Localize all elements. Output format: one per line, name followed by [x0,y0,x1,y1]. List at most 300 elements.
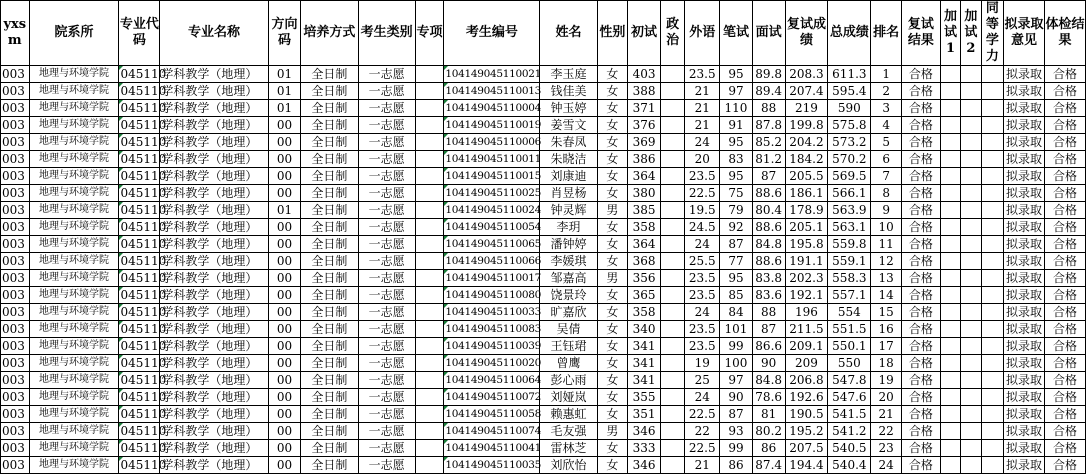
table-cell [940,389,960,406]
table-cell: 88.6 [752,185,785,202]
table-cell: 92 [720,219,753,236]
table-cell: 全日制 [301,66,358,83]
table-cell: 88 [752,100,785,117]
table-cell [940,236,960,253]
table-cell: 合格 [1044,321,1085,338]
table-cell: 570.2 [828,151,871,168]
table-cell: 045110 [120,407,167,421]
table-row [1,321,1086,338]
table-cell: 88 [752,304,785,321]
table-cell [961,253,981,270]
table-cell [940,185,960,202]
table-cell [940,219,960,236]
table-cell: 045110 [120,441,167,455]
table-cell [940,117,960,134]
table-cell: 81 [752,406,785,423]
table-row [1,236,1086,253]
table-cell [415,236,444,253]
table-cell [415,151,444,168]
table-cell: 男 [597,202,628,219]
table-cell: 356 [628,270,661,287]
table-cell: 333 [628,440,661,457]
table-cell: 104149045110083 [444,321,540,338]
table-cell [415,355,444,372]
table-cell [660,253,685,270]
table-cell: 合格 [901,202,940,219]
table-cell: 地理与环境学院 [29,389,119,406]
table-cell: 学科教学（地理） [160,372,268,389]
table-cell: 186.1 [785,185,828,202]
table-cell: 全日制 [301,457,358,474]
table-cell [940,134,960,151]
table-cell: 地理与环境学院 [29,338,119,355]
table-cell: 00 [268,321,301,338]
table-cell: 合格 [901,457,940,474]
table-cell: 一志愿 [358,151,415,168]
table-cell: 21 [685,100,720,117]
table-cell [940,100,960,117]
table-cell: 00 [268,389,301,406]
table-cell [981,236,1003,253]
table-cell: 一志愿 [358,338,415,355]
table-cell: 2 [871,83,902,100]
table-cell: 563.1 [828,219,871,236]
table-cell: 22 [871,423,902,440]
table-cell: 00 [268,134,301,151]
table-cell: 573.2 [828,134,871,151]
table-cell [981,440,1003,457]
table-cell: 00 [268,406,301,423]
table-cell: 合格 [1044,338,1085,355]
table-cell [940,338,960,355]
table-cell: 13 [871,270,902,287]
table-cell: 地理与环境学院 [29,270,119,287]
table-cell: 558.3 [828,270,871,287]
table-row [1,440,1086,457]
table-cell [961,457,981,474]
table-cell: 91 [720,117,753,134]
table-cell: 潘钟婷 [540,236,597,253]
table-cell [981,304,1003,321]
table-cell: 81.2 [752,151,785,168]
table-cell: 合格 [1044,185,1085,202]
table-cell: 003 [1,236,30,253]
table-cell: 拟录取 [1004,321,1045,338]
table-cell: 拟录取 [1004,270,1045,287]
table-cell: 045110 [120,169,167,183]
table-cell: 学科教学（地理） [160,457,268,474]
table-cell: 104149045110024 [444,202,540,219]
table-cell: 拟录取 [1004,100,1045,117]
table-cell: 003 [1,355,30,372]
table-cell: 合格 [1044,100,1085,117]
table-cell [981,423,1003,440]
table-cell: 女 [597,406,628,423]
table-cell [660,321,685,338]
table-cell: 192.1 [785,287,828,304]
table-cell: 钟灵辉 [540,202,597,219]
table-cell: 204.2 [785,134,828,151]
table-cell: 学科教学（地理） [160,270,268,287]
table-cell: 003 [1,457,30,474]
table-cell: 371 [628,100,661,117]
table-cell: 205.5 [785,168,828,185]
column-header: 加试1 [940,1,960,66]
table-cell: 拟录取 [1004,406,1045,423]
table-cell: 045110 [120,84,167,98]
table-cell: 95 [720,168,753,185]
table-cell: 104149045110013 [444,83,540,100]
table-cell: 403 [628,66,661,83]
table-cell: 全日制 [301,321,358,338]
table-cell: 003 [1,423,30,440]
table-cell [961,440,981,457]
table-cell: 206.8 [785,372,828,389]
table-cell [415,287,444,304]
table-cell [940,83,960,100]
table-cell: 女 [597,117,628,134]
table-cell: 女 [597,168,628,185]
table-cell: 22 [685,423,720,440]
table-cell [961,321,981,338]
table-cell: 104149045110019 [444,117,540,134]
table-cell: 575.8 [828,117,871,134]
table-cell: 合格 [901,66,940,83]
table-cell [415,83,444,100]
table-cell: 女 [597,100,628,117]
column-header: 笔试 [720,1,753,66]
table-cell: 24 [871,457,902,474]
table-cell: 男 [597,270,628,287]
table-cell [415,423,444,440]
table-cell: 全日制 [301,202,358,219]
table-row [1,423,1086,440]
table-cell: 合格 [1044,219,1085,236]
table-cell: 刘康迪 [540,168,597,185]
table-cell: 一志愿 [358,355,415,372]
table-cell [940,270,960,287]
table-cell [961,355,981,372]
table-cell: 104149045110004 [444,100,540,117]
table-row [1,202,1086,219]
table-cell: 00 [268,270,301,287]
table-cell: 87 [752,168,785,185]
table-cell: 85 [720,287,753,304]
table-cell: 24 [685,389,720,406]
table-cell [940,202,960,219]
table-cell: 24 [685,236,720,253]
table-cell: 00 [268,304,301,321]
table-cell: 003 [1,66,30,83]
table-cell [415,338,444,355]
table-cell: 540.5 [828,440,871,457]
table-cell: 学科教学（地理） [160,202,268,219]
table-cell: 97 [720,372,753,389]
table-cell [961,202,981,219]
table-cell: 01 [268,66,301,83]
table-cell [981,100,1003,117]
table-cell: 00 [268,338,301,355]
table-cell: 合格 [1044,423,1085,440]
table-cell [961,338,981,355]
table-cell: 00 [268,287,301,304]
table-cell: 19.5 [685,202,720,219]
table-cell: 611.3 [828,66,871,83]
table-cell: 20 [871,389,902,406]
table-cell: 104149045110011 [444,151,540,168]
column-header: 性别 [597,1,628,66]
table-cell [415,202,444,219]
table-cell: 地理与环境学院 [29,134,119,151]
table-cell: 11 [871,236,902,253]
table-cell: 376 [628,117,661,134]
table-cell: 合格 [901,270,940,287]
table-cell: 95 [720,270,753,287]
table-cell: 拟录取 [1004,287,1045,304]
table-cell: 拟录取 [1004,440,1045,457]
table-cell: 87 [752,321,785,338]
table-cell: 学科教学（地理） [160,117,268,134]
table-cell [415,100,444,117]
table-cell [961,66,981,83]
table-cell: 85.2 [752,134,785,151]
table-cell: 8 [871,185,902,202]
table-cell [940,406,960,423]
table-cell: 83.8 [752,270,785,287]
table-cell: 合格 [1044,355,1085,372]
table-cell [940,355,960,372]
table-cell: 380 [628,185,661,202]
table-cell: 385 [628,202,661,219]
table-cell [981,202,1003,219]
table-cell: 女 [597,372,628,389]
table-cell: 合格 [1044,406,1085,423]
table-cell: 拟录取 [1004,253,1045,270]
table-cell: 女 [597,219,628,236]
table-cell: 地理与环境学院 [29,321,119,338]
table-cell: 25.5 [685,253,720,270]
table-cell [660,304,685,321]
table-cell: 毛友强 [540,423,597,440]
table-cell: 拟录取 [1004,372,1045,389]
table-cell: 003 [1,338,30,355]
table-cell: 89.4 [752,83,785,100]
table-cell: 18 [871,355,902,372]
table-cell: 地理与环境学院 [29,100,119,117]
table-cell [961,168,981,185]
column-header: 政治 [660,1,685,66]
table-cell: 87.8 [752,117,785,134]
table-cell [961,236,981,253]
table-cell: 全日制 [301,253,358,270]
table-cell: 355 [628,389,661,406]
table-cell: 547.6 [828,389,871,406]
table-cell: 003 [1,321,30,338]
table-cell: 合格 [1044,236,1085,253]
column-header: 复试成绩 [785,1,828,66]
table-row [1,355,1086,372]
table-cell: 110 [720,100,753,117]
table-cell: 84 [720,304,753,321]
column-header: 方向码 [268,1,301,66]
table-cell: 22.5 [685,185,720,202]
table-row [1,406,1086,423]
table-cell: 拟录取 [1004,355,1045,372]
table-cell: 合格 [901,219,940,236]
table-cell: 一志愿 [358,304,415,321]
table-cell: 学科教学（地理） [160,236,268,253]
table-cell: 合格 [901,423,940,440]
table-cell: 104149045110065 [444,236,540,253]
table-cell [660,423,685,440]
table-cell: 84.8 [752,372,785,389]
table-cell: 003 [1,389,30,406]
table-cell: 00 [268,185,301,202]
table-cell: 388 [628,83,661,100]
table-cell [415,321,444,338]
table-cell: 75 [720,185,753,202]
table-cell [660,219,685,236]
table-cell [961,372,981,389]
table-cell: 045110 [120,356,167,370]
column-header: 面试 [752,1,785,66]
table-cell: 全日制 [301,236,358,253]
table-cell: 045110 [120,322,167,336]
table-cell: 女 [597,304,628,321]
table-cell: 003 [1,372,30,389]
table-cell: 00 [268,219,301,236]
table-cell: 368 [628,253,661,270]
table-cell: 95 [720,66,753,83]
table-cell [940,304,960,321]
table-cell: 003 [1,219,30,236]
table-cell [660,151,685,168]
table-cell: 合格 [1044,168,1085,185]
table-cell: 女 [597,389,628,406]
table-cell: 104149045110072 [444,389,540,406]
table-cell: 饶景玲 [540,287,597,304]
table-cell: 学科教学（地理） [160,321,268,338]
table-cell: 一志愿 [358,66,415,83]
table-cell [660,185,685,202]
table-cell: 23.5 [685,270,720,287]
table-row [1,168,1086,185]
table-cell: 00 [268,236,301,253]
table-cell: 003 [1,304,30,321]
table-cell: 364 [628,236,661,253]
table-cell [981,270,1003,287]
table-cell: 045110 [120,458,167,472]
table-cell: 104149045110017 [444,270,540,287]
table-cell [660,100,685,117]
table-cell: 肖昱杨 [540,185,597,202]
table-cell [981,338,1003,355]
table-cell: 104149045110015 [444,168,540,185]
table-cell [415,457,444,474]
table-cell: 003 [1,202,30,219]
table-cell: 104149045110041 [444,440,540,457]
table-cell: 4 [871,117,902,134]
table-cell [940,321,960,338]
table-cell: 00 [268,372,301,389]
table-cell: 合格 [901,338,940,355]
table-cell [981,168,1003,185]
table-cell: 00 [268,117,301,134]
table-cell: 045110 [120,220,167,234]
table-cell: 合格 [1044,117,1085,134]
table-cell: 学科教学（地理） [160,423,268,440]
table-cell: 拟录取 [1004,389,1045,406]
table-cell: 学科教学（地理） [160,406,268,423]
table-cell [940,440,960,457]
table-cell: 9 [871,202,902,219]
table-cell: 一志愿 [358,406,415,423]
table-cell: 14 [871,287,902,304]
table-cell: 205.1 [785,219,828,236]
table-cell: 全日制 [301,406,358,423]
table-cell: 李媛琪 [540,253,597,270]
table-cell: 23 [871,440,902,457]
table-cell: 合格 [1044,389,1085,406]
table-cell: 23.5 [685,66,720,83]
table-row [1,287,1086,304]
table-cell [961,270,981,287]
table-cell: 全日制 [301,168,358,185]
table-cell: 合格 [901,83,940,100]
table-cell: 合格 [1044,134,1085,151]
table-cell: 拟录取 [1004,457,1045,474]
table-cell: 24 [685,304,720,321]
table-cell: 拟录取 [1004,134,1045,151]
table-body [1,66,1086,474]
table-cell: 207.4 [785,83,828,100]
table-cell: 合格 [901,321,940,338]
table-cell: 拟录取 [1004,423,1045,440]
table-cell: 358 [628,304,661,321]
table-cell [415,117,444,134]
table-cell: 045110 [120,135,167,149]
table-cell: 00 [268,457,301,474]
table-cell: 全日制 [301,372,358,389]
table-cell: 16 [871,321,902,338]
table-cell: 女 [597,355,628,372]
table-cell: 地理与环境学院 [29,372,119,389]
table-cell: 地理与环境学院 [29,219,119,236]
table-cell [415,168,444,185]
table-cell: 合格 [1044,151,1085,168]
table-cell: 104149045110080 [444,287,540,304]
table-cell: 541.5 [828,406,871,423]
table-cell: 地理与环境学院 [29,151,119,168]
table-cell [660,440,685,457]
table-cell: 钟玉婷 [540,100,597,117]
table-cell: 邹嘉高 [540,270,597,287]
column-header: 专业名称 [160,1,268,66]
table-cell: 541.2 [828,423,871,440]
table-cell: 全日制 [301,117,358,134]
table-cell: 358 [628,219,661,236]
table-cell: 全日制 [301,134,358,151]
table-cell: 一志愿 [358,236,415,253]
table-cell: 21 [685,457,720,474]
table-cell: 211.5 [785,321,828,338]
table-cell: 合格 [1044,66,1085,83]
table-cell [415,406,444,423]
table-cell: 104149045110054 [444,219,540,236]
table-cell: 364 [628,168,661,185]
table-cell: 旷嘉欣 [540,304,597,321]
table-cell: 78.6 [752,389,785,406]
